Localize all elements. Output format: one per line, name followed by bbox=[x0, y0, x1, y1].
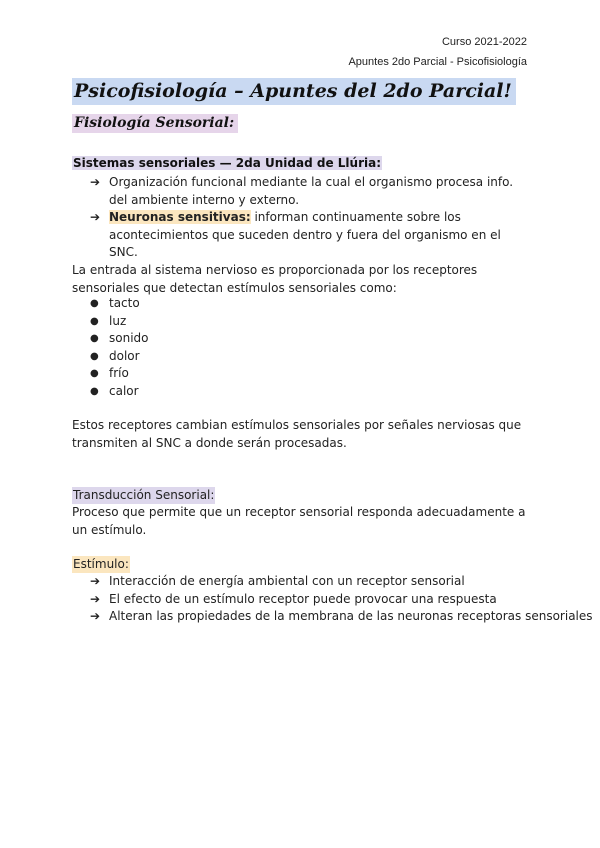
stimulus-label: sonido bbox=[109, 331, 149, 345]
bullet-icon: ● bbox=[90, 385, 99, 397]
list-item bbox=[90, 348, 149, 366]
stimulus-label: tacto bbox=[109, 296, 140, 310]
list-item-text: Organización funcional mediante la cual el organismo procesa info. del ambiente interno y externo. bbox=[109, 175, 514, 207]
intro-paragraph: La entrada al sistema nervioso es proporcionada por los receptores sensoriales que detectan estímulos sensoriales como: bbox=[72, 263, 478, 295]
list-item-text: informan continuamente sobre los acontecimientos que suceden dentro y fuera del organismo en el SNC. bbox=[109, 210, 501, 259]
list-item-text: Interacción de energía ambiental con un receptor sensorial bbox=[109, 574, 465, 588]
bullet-icon: ● bbox=[90, 315, 99, 327]
receptors-paragraph: Estos receptores cambian estímulos sensoriales por señales nerviosas que transmiten al SNC a donde serán procesadas. bbox=[72, 418, 522, 450]
arrow-right-icon: ➔ bbox=[90, 210, 101, 224]
stimulus-label: frío bbox=[109, 366, 129, 380]
stimulus-label: calor bbox=[109, 383, 139, 398]
arrow-right-icon: ➔ bbox=[90, 175, 101, 189]
arrow-right-icon: ➔ bbox=[90, 574, 101, 588]
sistemas-list bbox=[90, 174, 530, 262]
list-item-text: El efecto de un estímulo receptor puede provocar una respuesta bbox=[109, 591, 497, 606]
estimulo-label: Estímulo: bbox=[73, 557, 129, 571]
stimuli-list bbox=[90, 295, 149, 400]
list-item bbox=[90, 174, 530, 209]
transduccion-label: Transducción Sensorial: bbox=[73, 488, 215, 502]
estimulo-list bbox=[90, 573, 593, 626]
list-item bbox=[90, 383, 149, 401]
transduccion-text: Proceso que permite que un receptor sensorial responda adecuadamente a un estímulo. bbox=[72, 505, 526, 537]
list-item bbox=[90, 365, 149, 383]
bullet-icon: ● bbox=[90, 350, 99, 362]
list-item bbox=[90, 209, 530, 262]
arrow-right-icon: ➔ bbox=[90, 609, 101, 623]
header-course: Curso 2021-2022 bbox=[441, 36, 527, 48]
neuronas-term: Neuronas sensitivas: bbox=[109, 210, 251, 224]
stimulus-label: dolor bbox=[109, 348, 140, 363]
list-item bbox=[90, 313, 149, 331]
list-item bbox=[90, 591, 550, 609]
section-subtitle: Fisiología Sensorial: bbox=[72, 114, 238, 133]
list-item bbox=[90, 330, 149, 348]
sistemas-heading: Sistemas sensoriales — 2da Unidad de Llúria: bbox=[73, 156, 381, 170]
list-item-text: Alteran las propiedades de la membrana de las neuronas receptoras sensoriales bbox=[109, 609, 593, 623]
page-title: Psicofisiología – Apuntes del 2do Parcial! bbox=[72, 78, 516, 105]
bullet-icon: ● bbox=[90, 298, 99, 309]
list-item bbox=[90, 573, 550, 591]
stimulus-label: luz bbox=[109, 313, 127, 328]
list-item bbox=[90, 295, 149, 313]
arrow-right-icon: ➔ bbox=[90, 591, 101, 606]
bullet-icon: ● bbox=[90, 368, 99, 379]
list-item bbox=[90, 608, 593, 626]
bullet-icon: ● bbox=[90, 333, 99, 344]
header-doc-title: Apuntes 2do Parcial - Psicofisiología bbox=[348, 56, 527, 68]
